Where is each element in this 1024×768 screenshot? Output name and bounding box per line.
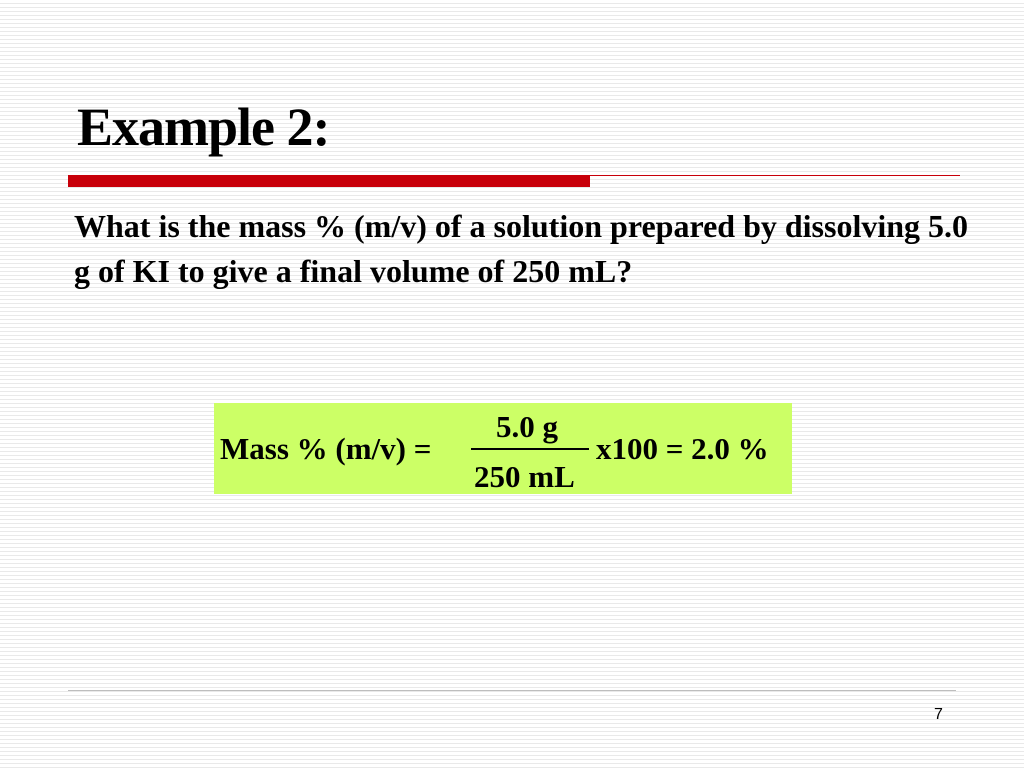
slide-title: Example 2: bbox=[77, 97, 330, 157]
title-underline-bar bbox=[68, 175, 590, 187]
formula-label: Mass % (m/v) = bbox=[220, 431, 432, 466]
formula-result: x100 = 2.0 % bbox=[596, 431, 769, 466]
question-text: What is the mass % (m/v) of a solution prepared by dissolving 5.0 g of KI to give a final volume of 250 mL? bbox=[74, 208, 969, 289]
footer-rule bbox=[68, 690, 956, 691]
formula-box bbox=[214, 403, 792, 494]
page-number: 7 bbox=[934, 706, 943, 723]
title-underline-rule bbox=[590, 175, 960, 176]
fraction-bar bbox=[471, 448, 589, 450]
formula-denominator: 250 mL bbox=[474, 459, 575, 494]
formula-numerator: 5.0 g bbox=[496, 409, 558, 444]
